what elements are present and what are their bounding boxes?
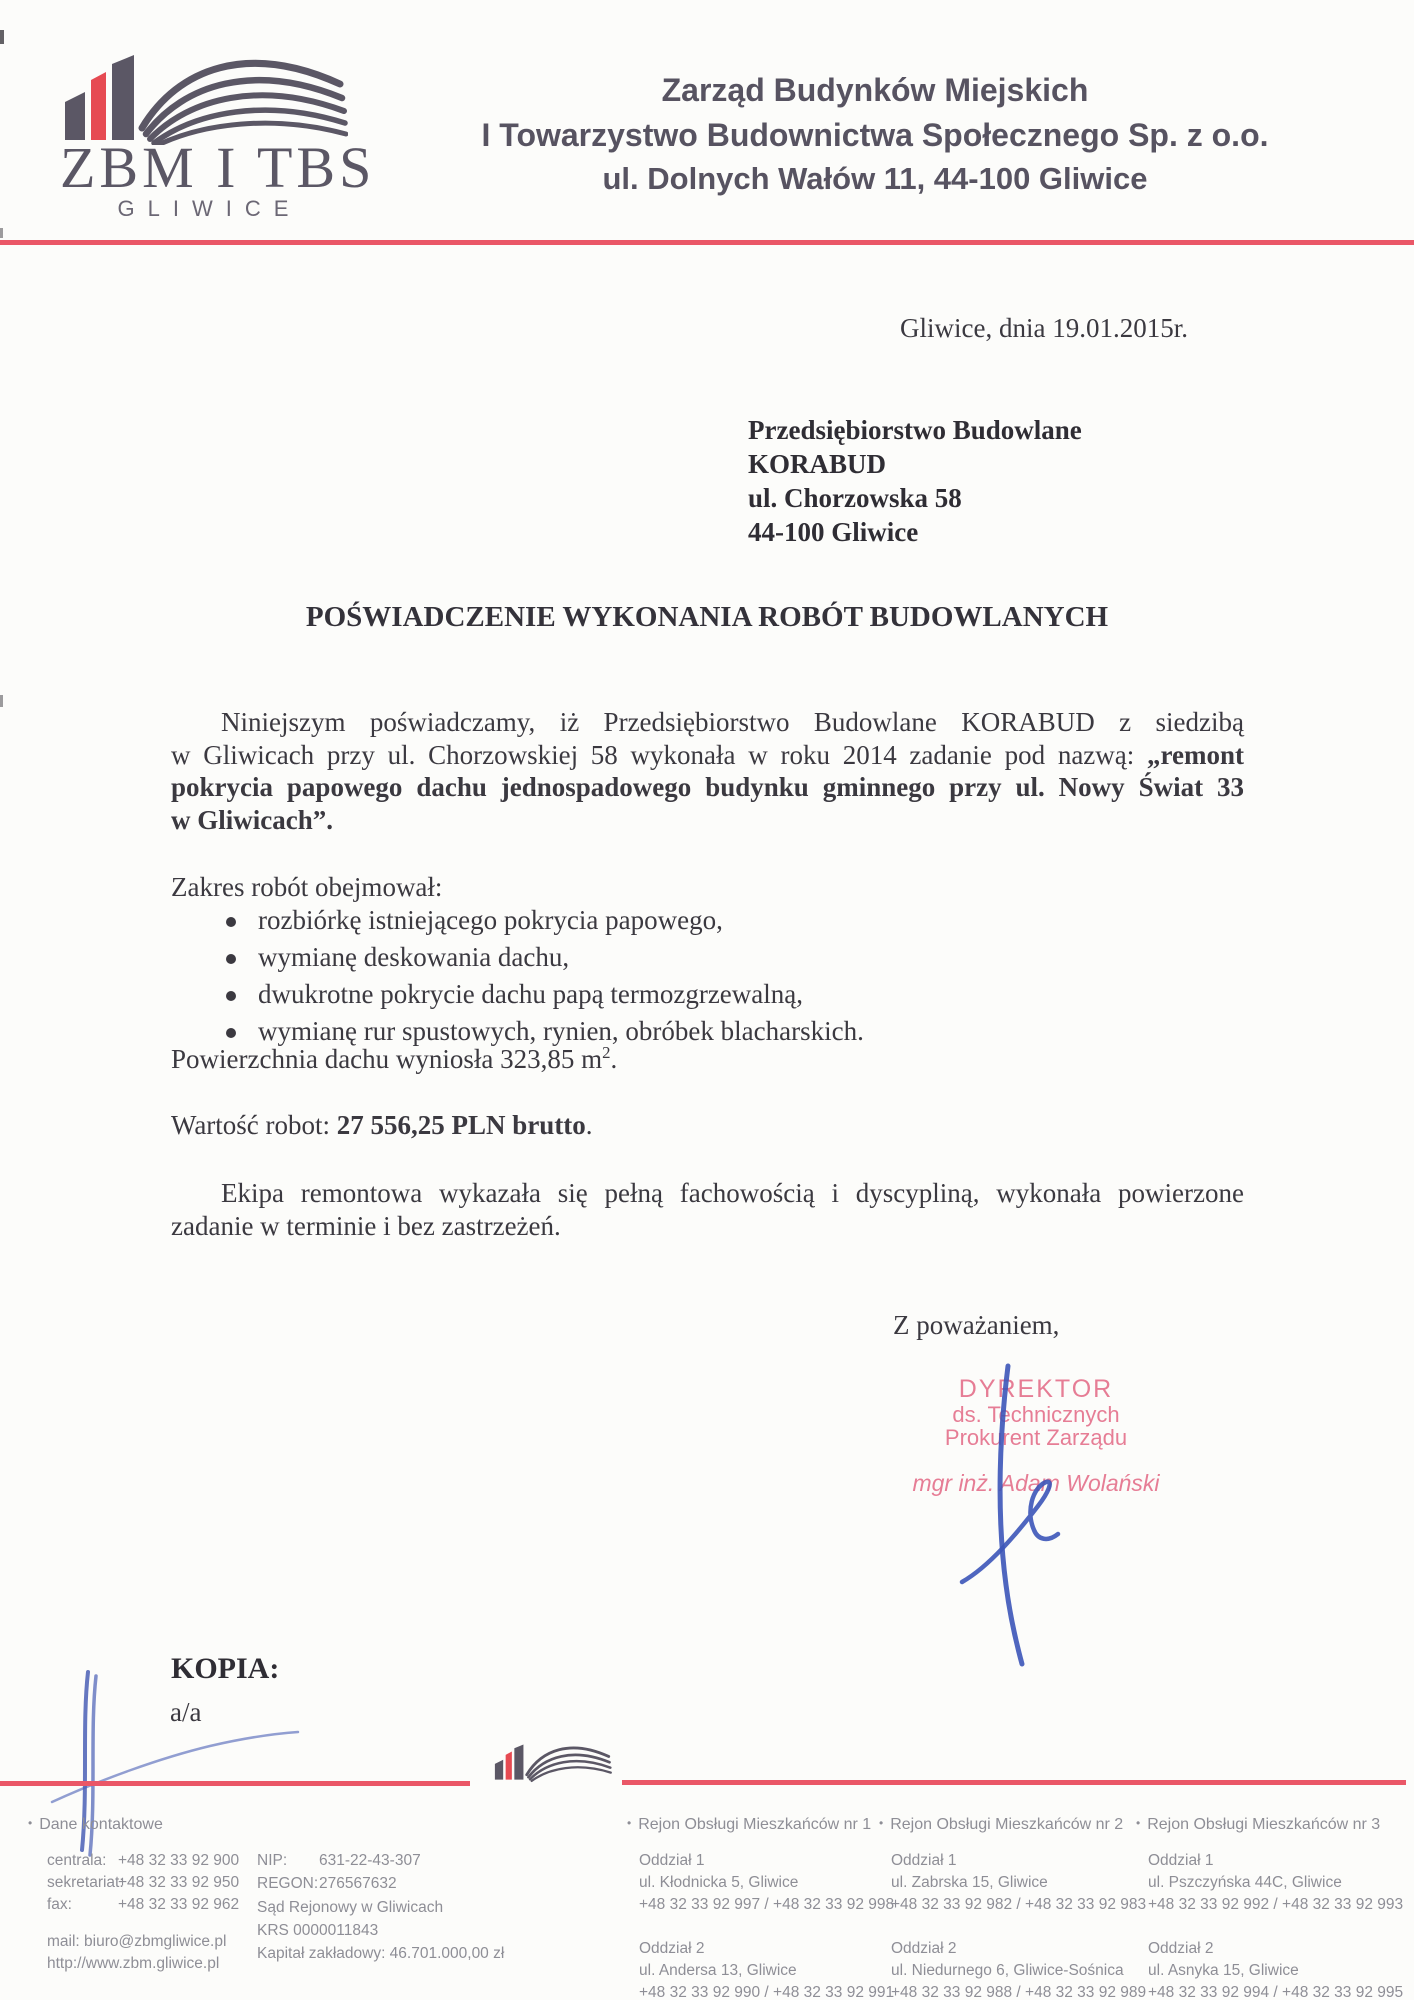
contact-label-fax: fax: [47, 1896, 72, 1913]
footer-header-text: Dane kontaktowe [39, 1816, 163, 1833]
region1-branch2-name: Oddział 2 [639, 1940, 705, 1957]
registry-value-regon: 276567632 [319, 1875, 397, 1892]
contact-label-sekretariat: sekretariat: [47, 1874, 124, 1891]
region2-branch1-address: ul. Zabrska 15, Gliwice [891, 1874, 1048, 1891]
footer-header-text: Rejon Obsługi Mieszkańców nr 2 [890, 1816, 1124, 1833]
scan-artifact [0, 695, 3, 707]
footer-region1-header [627, 1812, 871, 1836]
contact-label-centrala: centrala: [47, 1852, 107, 1869]
document-title: POŚWIADCZENIE WYKONANIA ROBÓT BUDOWLANYCH [305, 601, 1109, 633]
region1-branch1-name: Oddział 1 [639, 1852, 705, 1869]
region2-branch1-phones: +48 32 33 92 982 / +48 32 33 92 983 [891, 1896, 1147, 1913]
handwritten-signature [950, 1360, 1100, 1670]
scan-artifact [0, 30, 4, 44]
footer-header-text: Rejon Obsługi Mieszkańców nr 1 [638, 1816, 872, 1833]
bullet-icon [226, 991, 236, 1001]
list-item-text: wymianę rur spustowych, rynien, obróbek blacharskich. [258, 1016, 864, 1046]
bullet-icon: • [627, 1816, 632, 1830]
region3-branch2-address: ul. Asnyka 15, Gliwice [1148, 1962, 1299, 1979]
footer-region2-header [879, 1812, 1123, 1836]
registry-label-nip: NIP: [257, 1852, 288, 1869]
kopia-label: KOPIA: [171, 1652, 280, 1685]
list-item-text: dwukrotne pokrycie dachu papą termozgrzewalną, [258, 979, 804, 1009]
region1-branch2-phones: +48 32 33 92 990 / +48 32 33 92 991 [639, 1984, 895, 2000]
list-item-text: wymianę deskowania dachu, [258, 942, 570, 972]
region3-branch2-phones: +48 32 33 92 994 / +48 32 33 92 995 [1148, 1984, 1404, 2000]
company-name-line2: I Towarzystwo Budownictwa Społecznego Sp. z o.o. [481, 117, 1269, 153]
paragraph-line: w Gliwicach”. [171, 804, 333, 835]
region1-branch1-phones: +48 32 33 92 997 / +48 32 33 92 998 [639, 1896, 895, 1913]
date-line: Gliwice, dnia 19.01.2015r. [900, 313, 1188, 343]
paragraph-line: pokrycia papowego dachu jednospadowego budynku gminnego przy ul. Nowy Świat 33 [171, 772, 1244, 802]
header-rule [0, 240, 1414, 245]
contact-value-fax: +48 32 33 92 962 [118, 1896, 240, 1913]
registry-value-nip: 631-22-43-307 [319, 1852, 421, 1869]
region3-branch1-address: ul. Pszczyńska 44C, Gliwice [1148, 1874, 1342, 1891]
registry-krs: KRS 0000011843 [257, 1922, 379, 1939]
region3-branch1-name: Oddział 1 [1148, 1852, 1214, 1869]
stamp-role-line3: Prokurent Zarządu [944, 1425, 1128, 1450]
contact-value-sekretariat: +48 32 33 92 950 [118, 1874, 240, 1891]
scope-list [171, 905, 1244, 1053]
region2-branch2-phones: +48 32 33 92 988 / +48 32 33 92 989 [891, 1984, 1147, 2000]
paragraph-line: Niniejszym poświadczamy, iż Przedsiębiorstwo Budowlane KORABUD z siedzibą [221, 707, 1244, 737]
scope-label: Zakres robót obejmował: [171, 872, 443, 902]
region1-branch1-address: ul. Kłodnicka 5, Gliwice [639, 1874, 799, 1891]
contact-website: http://www.zbm.gliwice.pl [47, 1955, 220, 1972]
recipient-city: 44-100 Gliwice [748, 517, 919, 547]
footer-region3-header [1136, 1812, 1380, 1836]
letterhead-company [420, 66, 1330, 200]
list-item-text: rozbiórkę istniejącego pokrycia papowego, [258, 905, 723, 935]
contact-email: mail: biuro@zbmgliwice.pl [47, 1933, 227, 1950]
paragraph-line: Ekipa remontowa wykazała się pełną fachowością i dyscypliną, wykonała powierzone [221, 1178, 1244, 1208]
paragraph-line: zadanie w terminie i bez zastrzeżeń. [171, 1211, 561, 1241]
kopia-value: a/a [170, 1697, 202, 1727]
region3-branch1-phones: +48 32 33 92 992 / +48 32 33 92 993 [1148, 1896, 1404, 1913]
valediction: Z poważaniem, [893, 1310, 1060, 1340]
registry-court: Sąd Rejonowy w Gliwicach [257, 1899, 444, 1916]
region2-branch2-address: ul. Niedurnego 6, Gliwice-Sośnica [891, 1962, 1124, 1979]
bullet-icon [226, 954, 236, 964]
scan-artifact [0, 228, 3, 238]
stamp-role-line2: ds. Technicznych [952, 1402, 1120, 1427]
recipient-street: ul. Chorzowska 58 [748, 483, 962, 513]
recipient-name: KORABUD [748, 449, 887, 479]
footer-header-text: Rejon Obsługi Mieszkańców nr 3 [1147, 1816, 1381, 1833]
company-name-line1: Zarząd Budynków Miejskich [661, 72, 1089, 108]
footer-contact-header [28, 1812, 163, 1836]
paragraph-line: w Gliwicach przy ul. Chorzowskiej 58 wykonała w roku 2014 zadanie pod nazwą: „remont [171, 739, 1244, 770]
region1-branch2-address: ul. Andersa 13, Gliwice [639, 1962, 797, 1979]
registry-capital: Kapitał zakładowy: 46.701.000,00 zł [257, 1945, 505, 1962]
stamp-role-line1: DYREKTOR [958, 1375, 1114, 1403]
list-item [171, 905, 1244, 942]
footer-logo-icon [492, 1734, 612, 1786]
footer-rule-left [0, 1781, 470, 1786]
works-value-line: Wartość robot: 27 556,25 PLN brutto. [171, 1110, 593, 1140]
list-item [171, 942, 1244, 979]
bullet-icon [226, 1028, 236, 1038]
stamp-signer-name: mgr inż. Adam Wolański [912, 1470, 1160, 1496]
company-logo [58, 50, 376, 221]
logo-city: GLIWICE [117, 196, 302, 221]
list-item [171, 979, 1244, 1016]
company-address: ul. Dolnych Wałów 11, 44-100 Gliwice [602, 161, 1148, 196]
bullet-icon: • [879, 1816, 884, 1830]
contact-value-centrala: +48 32 33 92 900 [118, 1852, 240, 1869]
bullet-icon: • [28, 1816, 33, 1830]
recipient-block [748, 413, 1082, 549]
paragraph-closing [171, 1177, 1244, 1243]
logo-building-icon [58, 50, 348, 145]
recipient-company: Przedsiębiorstwo Budowlane [748, 415, 1082, 445]
registry-label-regon: REGON: [257, 1875, 319, 1892]
bullet-icon: • [1136, 1816, 1141, 1830]
paragraph-intro [171, 706, 1244, 836]
roof-area-line: Powierzchnia dachu wyniosła 323,85 $m^2$. [171, 1043, 618, 1074]
logo-text: ZBM I TBS [60, 135, 376, 200]
region2-branch2-name: Oddział 2 [891, 1940, 957, 1957]
region3-branch2-name: Oddział 2 [1148, 1940, 1214, 1957]
footer-rule-right [622, 1780, 1406, 1785]
region2-branch1-name: Oddział 1 [891, 1852, 957, 1869]
bullet-icon [226, 917, 236, 927]
